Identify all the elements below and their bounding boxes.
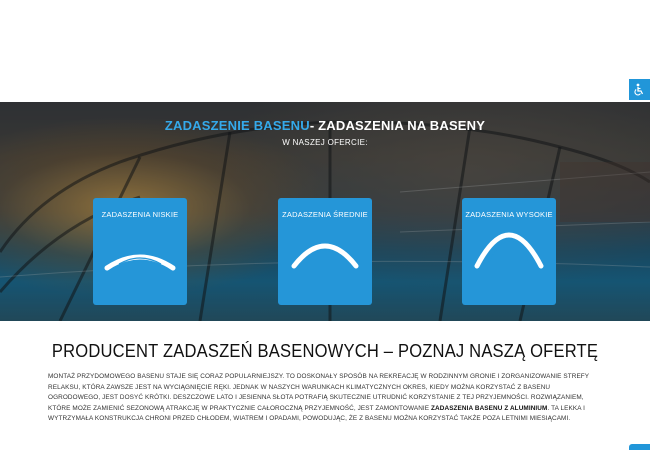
medium-enclosure-icon <box>278 198 372 305</box>
paragraph-text-2: . TA LEKKA I WYTRZYMAŁA KONSTRUKCJA CHRONI PRZED CHŁODEM, WIATREM I OPADAMI, POWODUJĄC, ŻE Z BASENU MOŻNA KORZYSTAĆ TAKŻE POZA LETNIMI MIESIĄCAMI. <box>48 404 585 422</box>
hero-subtitle: W NASZEJ OFERCIE: <box>282 138 368 147</box>
card-high-enclosures[interactable] <box>462 198 556 305</box>
card-medium-enclosures[interactable] <box>278 198 372 305</box>
hero-title-rest: - ZADASZENIA NA BASENY <box>309 118 486 133</box>
accessibility-icon <box>633 83 646 96</box>
paragraph-text-1: MONTAŻ PRZYDOMOWEGO BASENU STAJE SIĘ CORAZ POPULARNIEJSZY. TO DOSKONAŁY SPOSÓB NA REKREACJĘ W RODZINNYM GRONIE I ZORGANIZOWANIE STREFY RELAKSU, KTÓRA ZAWSZE JEST NA WYCIĄGNIĘCIE RĘKI. JEDNAK W NASZYCH WARUNKACH KLIMATYCZNYCH OKRES, KIEDY MOŻNA KORZYSTAĆ Z BASENU OGRODOWEGO, JEST DOSYĆ KRÓTKI. DESZCZOWE LATO I JESIENNA SŁOTA POTRAFIĄ SKUTECZNIE UTRUDNIĆ KORZYSTANIE Z TEJ PRZYJEMNOŚCI. ROZWIĄZANIEM, KTÓRE MOŻE ZAMIENIĆ SEZONOWĄ ATRAKCJĘ W PRAKTYCZNIE CAŁOROCZNĄ PRZYJEMNOŚĆ, JEST ZAMONTOWANIE <box>48 373 590 412</box>
scroll-widget-button[interactable] <box>629 444 650 450</box>
section-heading: PRODUCENT ZADASZEŃ BASENOWYCH – POZNAJ NASZĄ OFERTĘ <box>51 341 599 361</box>
hero-title-accent[interactable]: ZADASZENIE BASENU <box>164 118 310 133</box>
high-enclosure-icon <box>462 198 556 305</box>
card-low-enclosures[interactable] <box>93 198 187 305</box>
card-medium-label: ZADASZENIA ŚREDNIE <box>282 210 368 219</box>
hero-title <box>0 118 650 133</box>
accessibility-widget-button[interactable] <box>629 79 650 100</box>
header-area <box>0 0 650 102</box>
low-enclosure-icon <box>93 198 187 305</box>
paragraph-bold-link: ZADASZENIA BASENU Z ALUMINIUM <box>431 404 548 412</box>
section-paragraph <box>48 372 604 425</box>
hero-banner <box>0 102 650 321</box>
card-high-label: ZADASZENIA WYSOKIE <box>465 210 553 219</box>
card-low-label: ZADASZENIA NISKIE <box>101 210 179 219</box>
